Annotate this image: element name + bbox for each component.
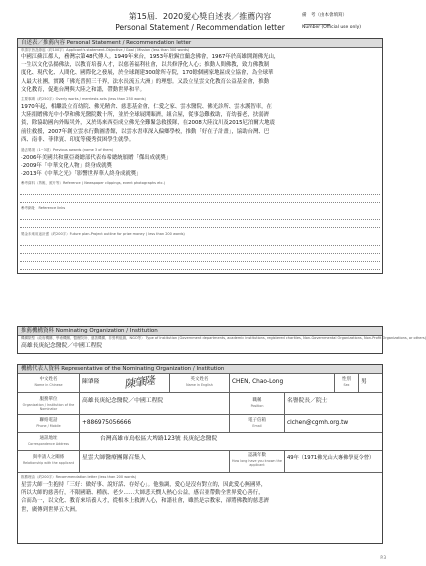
history-line: 前往救援，2007年創立雲水行動圖書館，以雲水書車深入偏鄉學校，推動「好在子計畫」，協助台灣、巴 [21,128,270,135]
awards-list [21,154,381,179]
years-label-cell [230,451,285,473]
summary-line: 人最大社團，實踐「佛光普照三千界，法水長流五大洲」的理想。又設立星雲文化教育公益基金會，推動 [21,78,269,85]
future-label: 獎金未來用途計畫（約200字）Future plan-Project outline for prize money ( less than 200 words) [21,232,185,236]
phone-label-cell [18,415,80,433]
summary-line: 度化、現代化、人間化、國際化之發展，於全球創建300餘所寺院，170餘個國家地區成立協會，為全球華 [21,70,274,77]
relation-cell [80,451,230,473]
years-label-en: How long have you known the applicant [232,458,282,467]
address-label-en: Correspondence Address [27,441,70,446]
gender-label-en: Sex [343,382,350,387]
reason-label: 推薦理由（約200字）Recommendation letter (less than 200 words) [21,475,137,479]
history-line: 大陸捐贈佛光中小學和佛光醫院數十所，並於全球展開賑濟，組合屋，從事急難救助，育幼養老，扶弱濟 [21,112,269,119]
phone-label-en: Phone / Mobile [36,423,61,428]
email-cell [285,415,382,433]
future-line [20,261,380,262]
statement-heading: 自述表／推薦內容 Personal Statement / Recommendation letter [18,39,382,48]
org-label: 服務單位 [39,397,58,402]
history-text [21,103,381,144]
phone-label: 聯絡電話 [39,418,58,423]
reason-line: 合而為一，以文化、教育來培養人才，從根本上救濟人心，和諧社會，雖然是宗教家，卻將佛教的慈悲濟 [21,498,269,505]
phone-cell [80,415,230,433]
reason-line: 世，廣傳到世界五大洲。 [21,506,81,513]
signature: 陳肇隆 [123,373,155,392]
address-value: 台灣高雄市鳥松區大埤路123號 長庚紀念醫院 [100,436,218,442]
email-label-en: Email [252,423,262,428]
award-item: ·2006年美國共和黨亞裔總部代表布希總統頒贈「傑出成就獎」 [21,155,172,161]
nominating-org-value: 高雄長庚紀念醫院／中國工程院 [21,343,103,349]
links-line [20,219,380,220]
name-cn-label-en: Name in Chinese [34,382,63,387]
address-cell [80,433,382,451]
summary-text [21,53,381,94]
name-en-label-en: Name in English [186,382,213,387]
years-label: 認識年數 [248,453,266,458]
award-item: ·2013年《中華之光》「影響世界華人終身成就獎」 [21,171,142,178]
summary-line: 文化教育，促進台灣與大陸之和諧，帶動世界和平。 [21,86,145,93]
email-label: 電子信箱 [248,418,266,423]
name-cn-cell [80,373,170,393]
representative-heading: 機構代表人資料 Representative of the Nominating Organization / Institution [18,365,382,374]
years-cell [285,451,382,473]
position-label-cell [230,393,285,415]
reason-line: 所以大師的慈善行，不限國籍、種族、老少……大師悲天憫人熱心公益，感召並帶動全世界愛心善行， [21,490,264,497]
address-label-cell [18,433,80,451]
name-cn-label-cell [18,373,80,393]
org-cell [80,393,230,415]
history-label: 主要事蹟（約250字）Overly works / merriests acts (less than 250 words) [21,97,146,101]
gender-label: 性別 [342,377,351,382]
org-label-en: Organization / Institution of the Nominator [22,402,75,411]
form-subtitle: Personal Statement / Recommendation letter [115,23,285,32]
future-line [20,253,380,254]
history-line: 貧，除協助國內外賑災外，又於馬來西亞成立佛光全難緊急救援隊，在2008大陸汶川及2015尼泊爾大地震 [21,120,275,127]
page-number: P.3 [380,555,386,560]
representative-section [17,364,383,544]
statement-section [17,38,383,274]
address-label: 通訊地址 [39,436,58,441]
gender-label-cell [335,373,359,393]
future-line [20,269,380,270]
links-line [20,227,380,228]
reference-line [20,202,380,203]
relation-label: 與申請人之關係 [32,455,65,460]
form-title: 第15屆．2020愛心獎自述表／推薦內容 [128,12,272,21]
future-line [20,245,380,246]
name-en-cell [230,373,335,393]
name-cn-label: 中文姓名 [39,377,58,382]
org-type-label: 機構類型（政府機關、學術機關、醫療院所、慈善機構、非營利組織、NGO等） Type of Institution (Government departments, academic institutions, registered charities, Non-Governmental Organizations, Non-Profit Organizations, or others) [21,336,426,340]
awards-label: 過去獎項（1~3項）Previous awards (name 3 of them) [21,148,114,152]
reason-text [21,481,381,514]
relation-label-en: Relationship with the applicant [22,460,75,465]
email-value: clchen@cgmh.org.tw [287,420,349,426]
name-en-value: CHEN, Chao-Long [232,379,284,385]
name-en-label-cell [170,373,230,393]
relation-label-cell [18,451,80,473]
nominating-heading: 推薦機構資料 Nominating Organization / Institution [18,327,382,336]
gender-value: 男 [361,379,367,385]
summary-line: 一生以文化弘揚佛法，以教育培養人才，以慈善福利社會，以共修淨化人心；推動人間佛教，致力佛教制 [21,62,269,69]
relation-value: 星雲大師醫療團隊召集人 [82,455,146,461]
reference-line [20,194,380,195]
position-label-en: Position [250,403,264,408]
remark-label: 備 考（由本會填寫） [302,13,347,18]
gender-cell [359,373,382,393]
name-cn-value: 陳肇隆 [82,379,100,385]
name-en-label: 英文姓名 [190,377,209,382]
links-label: 參考網址 Reference links [21,206,66,210]
history-line: 西、南非、菲律賓、印度等優秀貧困學生就學。 [21,136,135,143]
org-value: 高雄長庚紀念醫院／中國工程院 [82,398,164,404]
reference-label: 參考資料（剪報、照片等）Reference ( Newspaper clippings, event photographs etc.) [21,181,166,185]
reason-line: 星雲大師一生抱持「三好：做好事、說好話、存好心」。他強調，愛心是沒有對立的，因此愛心無國界， [21,482,267,488]
position-cell [285,393,382,415]
email-label-cell [230,415,285,433]
nominating-section [17,326,426,354]
summary-label: 申請宗旨及緣起（約100字）Applicant's statement-Objective / Goal / Mission (less than 300 words) [21,48,190,52]
remark-label-en: Number (Official use only) [302,25,361,30]
official-use-remark [302,13,372,31]
award-item: ·2009年「中華文化人物」終身成就獎 [21,163,112,170]
years-value: 49年（1971佛光山大專佛學夏令營） [287,455,375,461]
position-value: 名譽院長／院士 [287,398,328,404]
summary-line: 中國江蘇江都人，務灣宗第48代傳人。1949年來台，1953年駐錫宜蘭念佛會，1967年於高雄開創佛光山， [21,54,280,60]
phone-value: +886975056666 [82,420,132,426]
position-label: 職稱 [252,398,262,403]
org-label-cell [18,393,80,415]
history-line: 1970年起，相繼設立育幼院、佛光精舍、慈悲基金會，仁愛之家、雲水醫院、佛光診所、雲水護智車，在 [21,104,272,110]
